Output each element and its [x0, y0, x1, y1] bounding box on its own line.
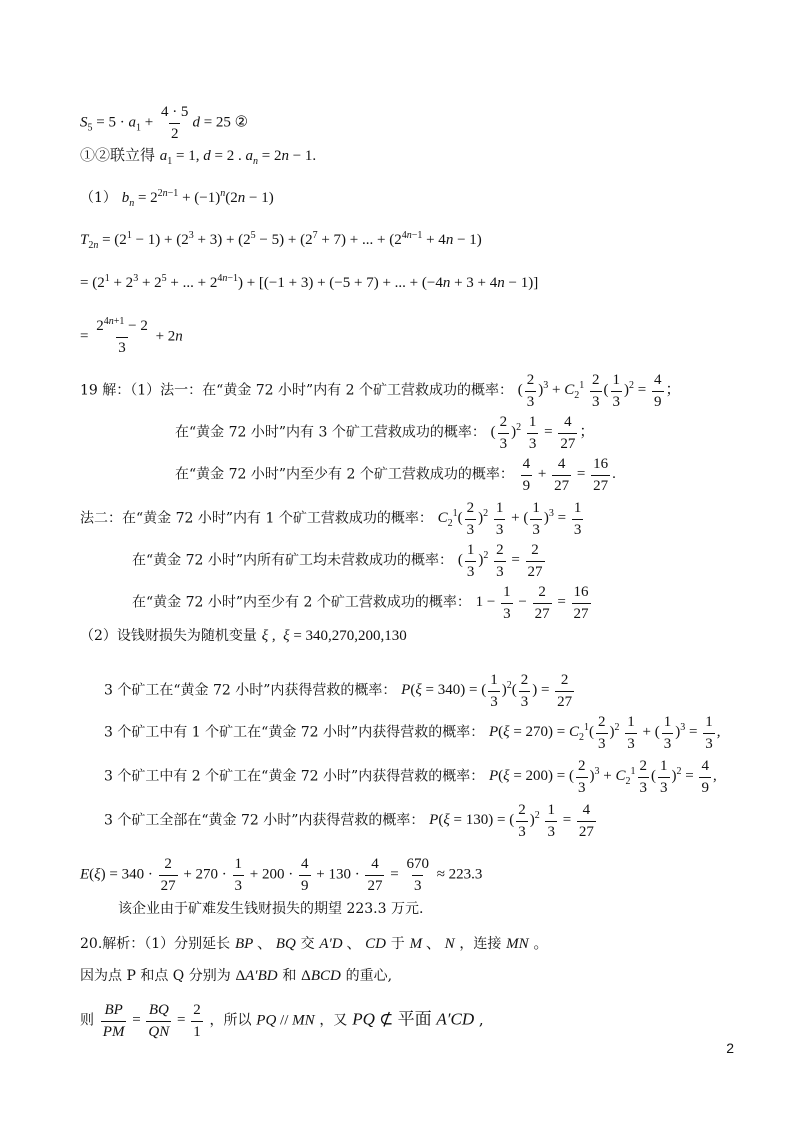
- q20-l3b: ，所以: [209, 1012, 252, 1029]
- q20-l3d: 平面: [397, 1009, 432, 1030]
- p-two-text: 3 个矿工中有 2 个矿工在“黄金 72 小时”内获得营救的概率：: [104, 768, 485, 785]
- q19-conclusion: 该企业由于矿难发生钱财损失的期望 223.3 万元.: [118, 901, 424, 917]
- q19-intro: 19 解：（1）法一：在“黄金 72 小时”内有 2 个矿工营救成功的概率： ( $\frac{2}{3}$ )$^3 + C_2^1$ $\frac{2}{3}$ ( $\frac{1}{3}$ )$^2$ = $\frac{4}{9}$ ；: [80, 372, 681, 410]
- t2n-result: = $\frac{2^{4n+1} - 2}{3}$ + 2n: [80, 316, 183, 356]
- q20-l2c: 的重心,: [345, 968, 393, 984]
- part-1-label: （1）: [80, 190, 117, 206]
- m2-none-text: 在“黄金 72 小时”内所有矿工均未营救成功的概率：: [132, 552, 454, 569]
- q19-p-270: 3 个矿工中有 1 个矿工在“黄金 72 小时”内获得营救的概率： $P(\xi = 270) = C_2^1$( $\frac{2}{3}$ )$^2$ $\frac{1}{3}$ + ( $\frac{1}{3}$ )$^3$ = $\frac{1}{3}$ ,: [104, 714, 721, 752]
- q20-line2: 因为点 P 和点 Q 分别为 ΔA′BD 和 ΔBCD 的重心,: [80, 968, 393, 984]
- q19-p-340: 3 个矿工在“黄金 72 小时”内获得营救的概率： P(ξ = 340) = ( $\frac{1}{3}$ )$^2$( $\frac{2}{3}$ ) = $\frac{2}{27}$: [104, 672, 573, 710]
- m1-three-text: 在“黄金 72 小时”内有 3 个矿工营救成功的概率：: [175, 424, 486, 441]
- q19-m2-none: 在“黄金 72 小时”内所有矿工均未营救成功的概率： ( $\frac{1}{3}$ )$^2$ $\frac{2}{3}$ = $\frac{2}{27}$: [132, 542, 543, 580]
- q19-m2-sum: 在“黄金 72 小时”内至少有 2 个矿工营救成功的概率： 1 − $\frac{1}{3}$ − $\frac{2}{27}$ = $\frac{16}{27}$: [132, 584, 589, 622]
- m1-sum-text: 在“黄金 72 小时”内至少有 2 个矿工营救成功的概率：: [175, 466, 514, 483]
- q20-line3: 则 $\frac{BP}{PM}$ = $\frac{BQ}{QN}$ = $\frac{2}{1}$ ，所以 PQ // MN ，又 PQ ⊄ 平面 A′CD ,: [80, 1002, 484, 1040]
- q19-p-130: 3 个矿工全部在“黄金 72 小时”内获得营救的概率： P(ξ = 130) = ( $\frac{2}{3}$ )$^2$ $\frac{1}{3}$ = $\frac{4}{27}$: [104, 802, 594, 840]
- q20-l3a: 则: [80, 1012, 94, 1029]
- joint-text: ①②联立得: [80, 146, 156, 164]
- q20-l2a: 因为点 P 和点 Q 分别为: [80, 968, 231, 984]
- m2-sum-text: 在“黄金 72 小时”内至少有 2 个矿工营救成功的概率：: [132, 594, 471, 611]
- page-number: 2: [726, 1040, 734, 1056]
- q20-line1: 20.解析：（1）分别延长 BP 、 BQ 交 A′D 、 CD 于 M 、 N ，连接 MN 。: [80, 934, 549, 952]
- q20-l1a: 20.解析：（1）分别延长: [80, 936, 231, 952]
- m2-intro-text: 法二：在“黄金 72 小时”内有 1 个矿工营救成功的概率：: [80, 510, 433, 527]
- q20-l1d: ，连接: [459, 936, 502, 952]
- q19-m1-sum: 在“黄金 72 小时”内至少有 2 个矿工营救成功的概率： $\frac{4}{9}$ + $\frac{4}{27}$ = $\frac{16}{27}$ .: [175, 456, 616, 494]
- q19-p-200: 3 个矿工中有 2 个矿工在“黄金 72 小时”内获得营救的概率： P(ξ = 200) = ( $\frac{2}{3}$ )$^3 + C_2^1$ $\frac{2}{3}$ ( $\frac{1}{3}$ )$^2$ = $\frac{4}{9}$ ,: [104, 758, 717, 796]
- p-all-text: 3 个矿工在“黄金 72 小时”内获得营救的概率：: [104, 682, 397, 699]
- t2n-expansion: $T_{2n} = (2^1 - 1) + (2^3 + 3) + (2^5 - 5) + (2^7 + 7)$ + ... + $(2^{4n-1} + 4n - 1)$: [80, 230, 482, 251]
- s5-rhs: = 25: [203, 114, 231, 131]
- p2-intro-text: （2）设钱财损失为随机变量: [80, 628, 257, 644]
- joint-solution: ①②联立得 $a_1 = 1$, d = 2 . $a_n = 2n - 1$.: [80, 146, 317, 167]
- expectation-equation: E(ξ) = 340 · $\frac{2}{27}$ + 270 · $\frac{1}{3}$ + 200 · $\frac{4}{9}$ + 130 · $\frac{4}{27}$ = $\frac{670}{3}$ ≈ 223.3: [80, 856, 483, 894]
- q20-l1c: 于: [390, 936, 405, 952]
- circled-2: ②: [234, 114, 249, 131]
- p-none-text: 3 个矿工全部在“黄金 72 小时”内获得营救的概率：: [104, 812, 425, 829]
- q19-intro-text: 19 解：（1）法一：在“黄金 72 小时”内有 2 个矿工营救成功的概率：: [80, 382, 514, 399]
- q20-l2b: 和: [282, 968, 297, 984]
- q19-m2-one: 法二：在“黄金 72 小时”内有 1 个矿工营救成功的概率： $C_2^1$( $\frac{2}{3}$ )$^2$ $\frac{1}{3}$ + ( $\frac{1}{3}$ )$^3$ = $\frac{1}{3}$: [80, 500, 582, 538]
- s5-equation: $S_5 = 5 \cdot a_1$ + $\frac{4 \cdot 5}{2}$ d = 25 ②: [80, 104, 249, 142]
- q19-m1-three: 在“黄金 72 小时”内有 3 个矿工营救成功的概率： ( $\frac{2}{3}$ )$^2$ $\frac{1}{3}$ = $\frac{4}{27}$ ；: [175, 414, 595, 452]
- t2n-regroup: = ($2^1 + 2^3 + 2^5$ + ... + $2^{4n-1}) + [(-1 + 3) + (-5 + 7)$ + ... + (−4n + 3 + 4n − 1)]: [80, 273, 539, 291]
- q20-l1b: 交: [300, 936, 315, 952]
- p-one-text: 3 个矿工中有 1 个矿工在“黄金 72 小时”内获得营救的概率：: [104, 724, 485, 741]
- bn-definition: （1） $b_n = 2^{2n-1} + (-1)^n(2n - 1)$: [80, 188, 274, 209]
- q20-l3c: ，又: [319, 1012, 348, 1029]
- q19-part2-intro: （2）设钱财损失为随机变量 ξ , ξ = 340,270,200,130: [80, 628, 407, 644]
